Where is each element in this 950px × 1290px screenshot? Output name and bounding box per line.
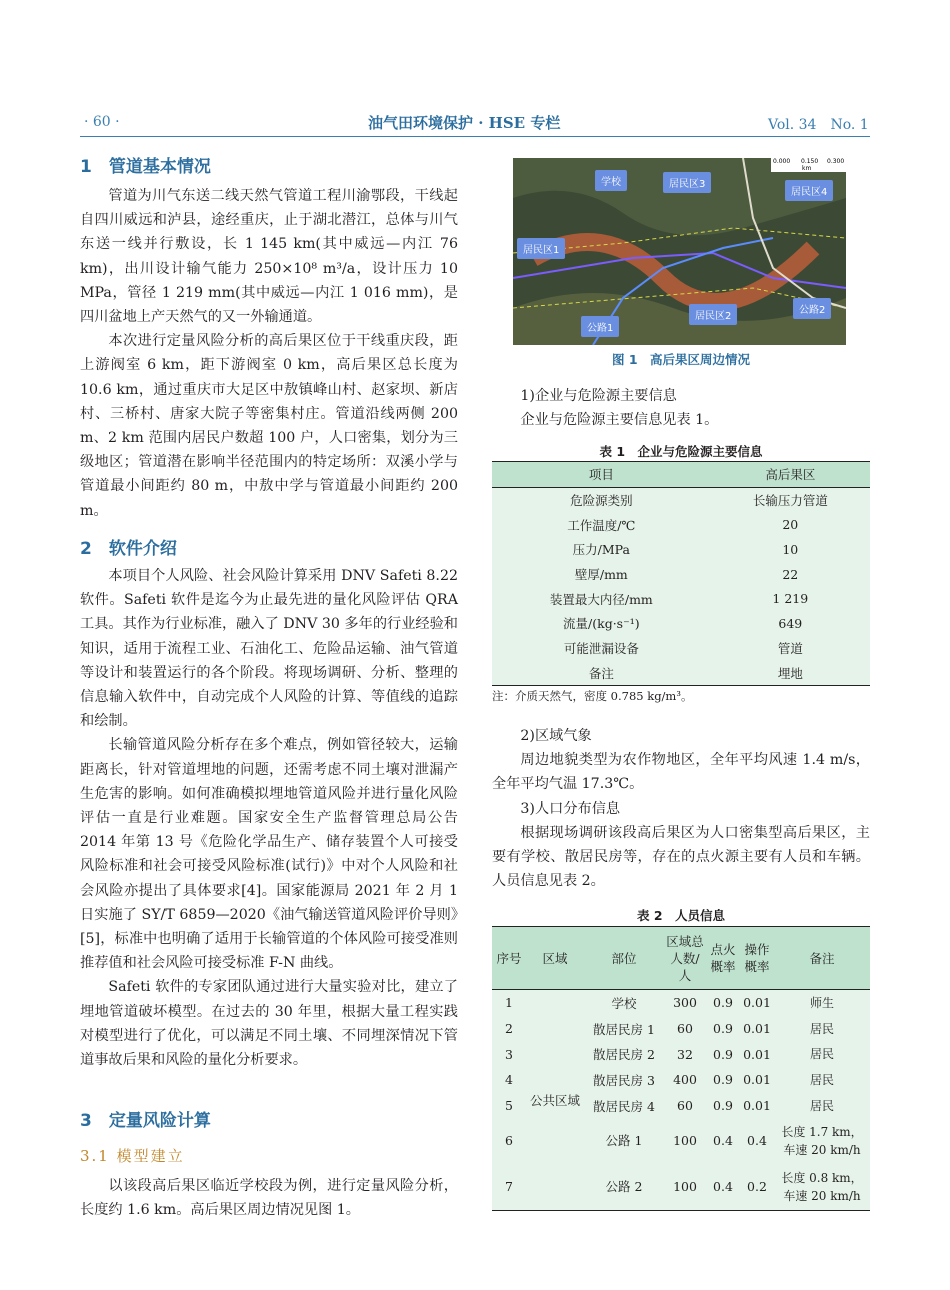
section-1-title: 1 管道基本情况 — [80, 157, 211, 177]
table-cell: 压力/MPa — [572, 542, 630, 558]
table-cell: 0.2 — [747, 1179, 767, 1195]
table-cell: 100 — [673, 1133, 697, 1149]
section-2-title: 2 软件介绍 — [80, 539, 177, 559]
table-cell: 400 — [673, 1072, 697, 1088]
table-cell: 3 — [505, 1046, 513, 1062]
map-label-road-1: 公路1 — [581, 316, 619, 337]
table-cell: 20 — [782, 517, 799, 533]
table-cell: 流量/(kg·s⁻¹) — [563, 616, 640, 632]
scale-bar — [771, 158, 846, 172]
page-number: · 60 · — [84, 114, 120, 130]
table-cell: 60 — [677, 1021, 693, 1037]
table-cell: 0.9 — [713, 1046, 733, 1062]
table-cell: 0.9 — [713, 1098, 733, 1114]
table-cell: 1 219 — [772, 591, 809, 607]
table-cell: 0.9 — [713, 1072, 733, 1088]
paragraph: Safeti 软件的专家团队通过进行大量实验对比，建立了埋地管道破坏模型。在过去的 30 年里，根据大量工程实践对模型进行了优化，可以满足不同土壤、不同埋深情况下管道事故后果和风险的量化分析要求。 — [80, 979, 458, 1069]
table-cell: 埋地 — [777, 665, 803, 681]
table-cell: 管道 — [777, 641, 803, 657]
table-row — [492, 512, 870, 537]
table-header-cell: 高后果区 — [711, 462, 870, 488]
table-header-row — [492, 927, 870, 990]
table-cell: 60 — [677, 1098, 693, 1114]
table-cell: 0.01 — [743, 1046, 771, 1062]
table-cell: 散居民房 1 — [593, 1021, 655, 1037]
subheading: 3)人口分布信息 — [520, 800, 621, 817]
table-cell: 0.01 — [743, 1098, 771, 1114]
table-cell: 散居民房 4 — [593, 1098, 655, 1114]
journal-title: 油气田环境保护 · HSE 专栏 — [368, 114, 561, 132]
scale-tick-label: 0.150 — [801, 158, 819, 165]
table-cell: 散居民房 3 — [593, 1072, 655, 1088]
section-3-1-body — [80, 1174, 458, 1222]
map-label-road-2: 公路2 — [793, 298, 831, 319]
table-header-cell: 序号 — [492, 927, 526, 990]
table-cell: 6 — [505, 1133, 513, 1149]
table-cell: 7 — [505, 1179, 513, 1195]
table-cell: 0.9 — [713, 995, 733, 1011]
table-cell: 1 — [505, 995, 513, 1011]
table-header-cell: 项目 — [492, 462, 711, 488]
table-row — [492, 611, 870, 636]
map-label-residential-2: 居民区2 — [689, 304, 737, 325]
header-rule — [80, 136, 870, 137]
table-cell: 居民 — [809, 1021, 834, 1036]
table-cell: 0.4 — [747, 1133, 767, 1149]
table-1-note: 注：介质天然气，密度 0.785 kg/m³。 — [492, 689, 693, 703]
table-cell-area: 公共区域 — [529, 1093, 580, 1109]
table-cell: 工作温度/℃ — [567, 517, 636, 533]
volume-issue: Vol. 34 No. 1 — [768, 117, 869, 133]
paragraph: 企业与危险源主要信息见表 1。 — [520, 412, 719, 429]
paragraph: 管道为川气东送二线天然气管道工程川渝鄂段，干线起自四川威远和泸县，途经重庆，止于湖北潜江，总体与川气东送一线并行敷设，长 1 145 km(其中威远—内江 76 km)，出川设计输气能力 250×10⁸ m³/a，设计压力 10 MPa，管径 1 219 mm(其中威远—内江 1 016 mm)，是四川盆地上产天然气的又一外输通道。 — [80, 188, 458, 326]
table-row — [492, 990, 870, 1016]
table-header-cell: 点火概率 — [706, 927, 740, 990]
table-cell: 32 — [677, 1046, 693, 1062]
paragraph: 以该段高后果区临近学校段为例，进行定量风险分析，长度约 1.6 km。高后果区周边情况见图 1。 — [80, 1178, 458, 1219]
scale-unit: km — [802, 165, 812, 172]
table-cell: 4 — [505, 1072, 513, 1088]
table-header-cell: 操作概率 — [740, 927, 774, 990]
table-cell: 师生 — [809, 995, 834, 1010]
map-label-residential-4: 居民区4 — [785, 180, 833, 201]
table-row — [492, 661, 870, 686]
table-cell: 公路 2 — [605, 1179, 643, 1195]
table-cell: 22 — [782, 566, 799, 582]
subheading: 2)区域气象 — [520, 728, 592, 744]
table-cell: 可能泄漏设备 — [563, 641, 639, 657]
table-1 — [492, 461, 870, 686]
map-label-school: 学校 — [595, 170, 627, 191]
table-cell: 5 — [505, 1098, 513, 1114]
table-cell: 居民 — [809, 1072, 834, 1087]
table-header-cell: 备注 — [774, 927, 870, 990]
table-cell: 壁厚/mm — [574, 567, 628, 583]
paragraph: 根据现场调研该段高后果区为人口密集型高后果区，主要有学校、散居民房等，存在的点火源主要有人员和车辆。人员信息见表 2。 — [492, 824, 870, 890]
table-2-caption: 表 2 人员信息 — [636, 908, 726, 923]
section-1-body — [80, 184, 458, 523]
table-cell: 长度 1.7 km，车速 20 km/h — [781, 1125, 863, 1158]
table-header-row — [492, 462, 870, 488]
table-cell: 0.4 — [713, 1179, 733, 1195]
table-row — [492, 537, 870, 562]
right-section-2 — [492, 724, 870, 893]
table-cell: 0.01 — [743, 1021, 771, 1037]
table-row — [492, 487, 870, 512]
table-cell: 649 — [778, 615, 803, 631]
table-cell: 长输压力管道 — [752, 493, 828, 509]
table-cell: 散居民房 2 — [593, 1047, 655, 1063]
section-3-1-title: 3.1 模型建立 — [80, 1147, 185, 1165]
right-section-1 — [492, 384, 870, 432]
paragraph: 本项目个人风险、社会风险计算采用 DNV Safeti 8.22 软件。Safeti 软件是迄今为止最先进的量化风险评估 QRA 工具。其作为行业标准，融入了 DNV 30 多年的行业经验和知识，适用于流程工业、石油化工、危险品运输、油气管道等设计和装置运行的各个阶段。将现场调研、分析、整理的信息输入软件中，自动完成个人风险的计算、等值线的追踪和绘制。 — [80, 568, 458, 730]
table-cell: 0.01 — [743, 995, 771, 1011]
figure-1-map — [513, 158, 846, 345]
section-2-body — [80, 564, 458, 1072]
table-cell: 长度 0.8 km，车速 20 km/h — [781, 1171, 863, 1204]
map-label-residential-3: 居民区3 — [663, 172, 711, 193]
table-header-cell: 区域 — [526, 927, 584, 990]
table-cell: 0.9 — [713, 1021, 733, 1037]
table-cell: 100 — [673, 1179, 697, 1195]
table-row — [492, 636, 870, 661]
table-cell: 学校 — [611, 995, 637, 1011]
scale-tick-label: 0.000 — [773, 158, 791, 165]
table-cell: 备注 — [588, 665, 614, 681]
table-1-caption: 表 1 企业与危险源主要信息 — [599, 444, 763, 459]
paragraph: 长输管道风险分析存在多个难点，例如管径较大，运输距离长，针对管道埋地的问题，还需考虑不同土壤对泄漏产生危害的影响。如何准确模拟埋地管道风险并进行量化风险评估一直是行业难题。国家安全生产监督管理总局公告 2014 年第 13 号《危险化学品生产、储存装置个人可接受风险标准和社会可接受风险标准(试行)》中对个人风险和社会风险亦提出了具体要求[4]。国家能源局 2021 年 2 月 1 日实施了 SY/T 6859—2020《油气输送管道风险评价导则》[5]，标准中也明确了适用于长输管道的个体风险可接受准则推荐值和社会风险可接受标准 F-N 曲线。 — [80, 737, 458, 972]
paragraph: 本次进行定量风险分析的高后果区位于干线重庆段，距上游阀室 6 km，距下游阀室 0 km，高后果区总长度为 10.6 km，通过重庆市大足区中敖镇峰山村、赵家坝、新店村、三桥村、唐家大院子等密集村庄。管道沿线两侧 200 m、2 km 范围内居民户数超 100 户，人口密集，划分为三级地区；管道潜在影响半径范围内的特定场所：双溪小学与管道最小间距约 80 m，中敖中学与管道最小间距约 200 m。 — [80, 333, 458, 519]
map-label-residential-1: 居民区1 — [517, 238, 565, 259]
section-3-title: 3 定量风险计算 — [80, 1111, 211, 1131]
table-header-cell: 部位 — [584, 927, 664, 990]
scale-tick-label: 0.300 — [827, 158, 845, 165]
table-header-cell: 区域总人数/人 — [664, 927, 706, 990]
table-row — [492, 586, 870, 611]
table-cell: 300 — [673, 995, 697, 1011]
table-cell: 危险源类别 — [570, 493, 633, 509]
paragraph: 周边地貌类型为农作物地区，全年平均风速 1.4 m/s，全年平均气温 17.3℃。 — [492, 752, 870, 793]
table-cell: 2 — [505, 1021, 513, 1037]
subheading: 1)企业与危险源主要信息 — [520, 388, 677, 404]
table-cell: 公路 1 — [605, 1133, 643, 1149]
table-cell: 装置最大内径/mm — [549, 591, 653, 607]
table-cell: 居民 — [809, 1047, 834, 1062]
table-2 — [492, 926, 870, 1211]
table-row — [492, 562, 870, 587]
figure-1-caption: 图 1 高后果区周边情况 — [611, 352, 751, 367]
table-cell: 居民 — [809, 1098, 834, 1113]
table-cell: 0.01 — [743, 1072, 771, 1088]
table-cell: 10 — [782, 541, 799, 557]
table-cell: 0.4 — [713, 1133, 733, 1149]
